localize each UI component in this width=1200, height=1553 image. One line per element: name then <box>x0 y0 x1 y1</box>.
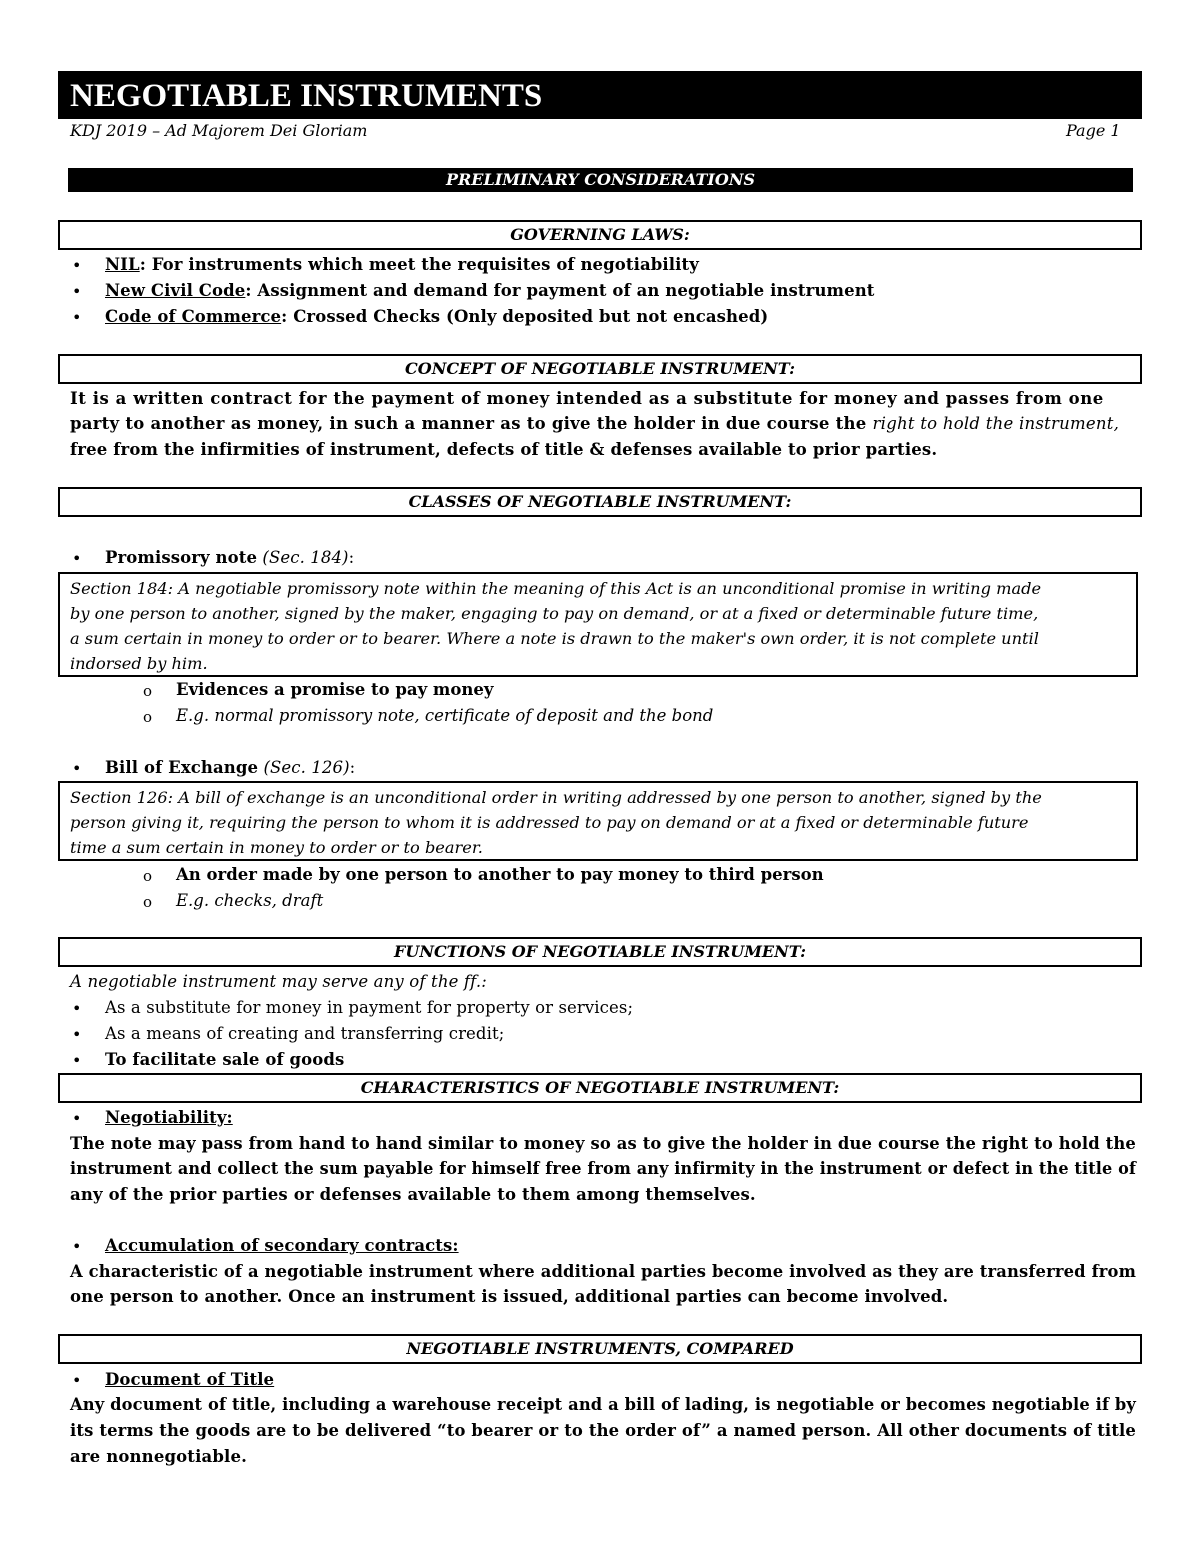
compared-text: its terms the goods are to be delivered “to bearer or to the order of” a named person. All other documents of title <box>70 1421 1137 1440</box>
function-item: As a means of creating and transferring credit; <box>105 1024 505 1043</box>
characteristic-accumulation: Accumulation of secondary contracts: <box>105 1236 459 1255</box>
sub-bullet: o <box>143 893 153 911</box>
law-term: Code of Commerce <box>105 307 282 326</box>
quote-line: Section 184: A negotiable promissory note within the meaning of this Act is an unconditional promise in writing made <box>70 579 1042 598</box>
heading-compared: NEGOTIABLE INSTRUMENTS, COMPARED <box>58 1334 1142 1364</box>
class-bill-of-exchange <box>105 755 355 781</box>
compared-text: Any document of title, including a warehouse receipt and a bill of lading, is negotiable or becomes negotiable if by <box>70 1395 1137 1414</box>
concept-text: party to another as money, in such a manner as to give the holder in due course the <box>70 414 873 433</box>
function-item: As a substitute for money in payment for property or services; <box>105 998 634 1017</box>
sub-bullet: o <box>143 708 153 726</box>
promissory-point: Evidences a promise to pay money <box>176 680 494 699</box>
separator: : <box>348 548 355 567</box>
characteristic-text: instrument and collect the sum payable for himself free from any infirmity in the instrument or defect in the title of <box>70 1159 1137 1178</box>
bullet: • <box>72 1237 82 1256</box>
bullet: • <box>72 256 82 275</box>
quote-section-126 <box>58 781 1138 861</box>
sub-bullet: o <box>143 867 153 885</box>
bill-example: E.g. checks, draft <box>176 891 324 910</box>
quote-line: time a sum certain in money to order or to bearer. <box>70 838 483 857</box>
quote-line: by one person to another, signed by the maker, engaging to pay on demand, or at a fixed or determinable future time, <box>70 604 1039 623</box>
bullet: • <box>72 759 82 778</box>
characteristic-text: The note may pass from hand to hand similar to money so as to give the holder in due course the right to hold the <box>70 1134 1136 1153</box>
characteristic-text: any of the prior parties or defenses available to them among themselves. <box>70 1185 756 1204</box>
promissory-example: E.g. normal promissory note, certificate of deposit and the bond <box>176 706 714 725</box>
class-promissory-note <box>105 545 354 571</box>
concept-line: It is a written contract for the payment of money intended as a substitute for money and passes from one <box>70 389 1104 408</box>
quote-section-184 <box>58 572 1138 677</box>
quote-line: person giving it, requiring the person to whom it is addressed to pay on demand or at a fixed or determinable future <box>70 813 1029 832</box>
page-number: Page 1 <box>1066 121 1121 140</box>
separator: : <box>349 758 356 777</box>
bullet: • <box>72 1051 82 1070</box>
bullet: • <box>72 1371 82 1390</box>
law-description: Crossed Checks (Only deposited but not encashed) <box>287 307 769 326</box>
compared-document-of-title: Document of Title <box>105 1370 275 1389</box>
concept-emphasis: right to hold the instrument, <box>872 414 1120 433</box>
characteristic-text: A characteristic of a negotiable instrument where additional parties become involved as they are transferred from <box>70 1262 1137 1281</box>
bullet: • <box>72 1025 82 1044</box>
law-term: New Civil Code <box>105 281 246 300</box>
sub-bullet: o <box>143 682 153 700</box>
law-term: NIL <box>105 255 140 274</box>
heading-characteristics: CHARACTERISTICS OF NEGOTIABLE INSTRUMENT: <box>58 1073 1142 1103</box>
bullet: • <box>72 549 82 568</box>
quote-line: Section 126: A bill of exchange is an unconditional order in writing addressed by one person to another, signed by the <box>70 788 1042 807</box>
governing-item <box>105 278 875 304</box>
bill-point: An order made by one person to another to pay money to third person <box>176 865 824 884</box>
heading-concept: CONCEPT OF NEGOTIABLE INSTRUMENT: <box>58 354 1142 384</box>
section-ref: (Sec. 184) <box>262 548 349 567</box>
function-item: To facilitate sale of goods <box>105 1050 345 1069</box>
separator: : <box>139 255 146 274</box>
bullet: • <box>72 282 82 301</box>
bullet: • <box>72 1109 82 1128</box>
concept-line <box>70 411 1119 437</box>
class-label: Bill of Exchange <box>105 758 259 777</box>
quote-line: indorsed by him. <box>70 654 208 673</box>
document-title: NEGOTIABLE INSTRUMENTS <box>70 78 543 114</box>
governing-item <box>105 304 768 330</box>
law-description: For instruments which meet the requisites of negotiability <box>145 255 699 274</box>
heading-governing-laws: GOVERNING LAWS: <box>58 220 1142 250</box>
bullet: • <box>72 999 82 1018</box>
characteristic-text: one person to another. Once an instrument is issued, additional parties can become involved. <box>70 1287 949 1306</box>
separator: : <box>245 281 252 300</box>
functions-intro: A negotiable instrument may serve any of the ff.: <box>70 972 487 991</box>
section-banner-preliminary: PRELIMINARY CONSIDERATIONS <box>68 168 1133 192</box>
compared-text: are nonnegotiable. <box>70 1447 247 1466</box>
class-label: Promissory note <box>105 548 258 567</box>
document-subtitle: KDJ 2019 – Ad Majorem Dei Gloriam <box>70 121 368 140</box>
law-description: Assignment and demand for payment of an negotiable instrument <box>251 281 875 300</box>
characteristic-negotiability: Negotiability: <box>105 1108 233 1127</box>
heading-classes: CLASSES OF NEGOTIABLE INSTRUMENT: <box>58 487 1142 517</box>
section-ref: (Sec. 126) <box>263 758 350 777</box>
heading-functions: FUNCTIONS OF NEGOTIABLE INSTRUMENT: <box>58 937 1142 967</box>
quote-line: a sum certain in money to order or to bearer. Where a note is drawn to the maker's own order, it is not complete until <box>70 629 1039 648</box>
concept-line: free from the infirmities of instrument, defects of title & defenses available to prior parties. <box>70 440 938 459</box>
separator: : <box>281 307 288 326</box>
bullet: • <box>72 308 82 327</box>
governing-item <box>105 252 699 278</box>
